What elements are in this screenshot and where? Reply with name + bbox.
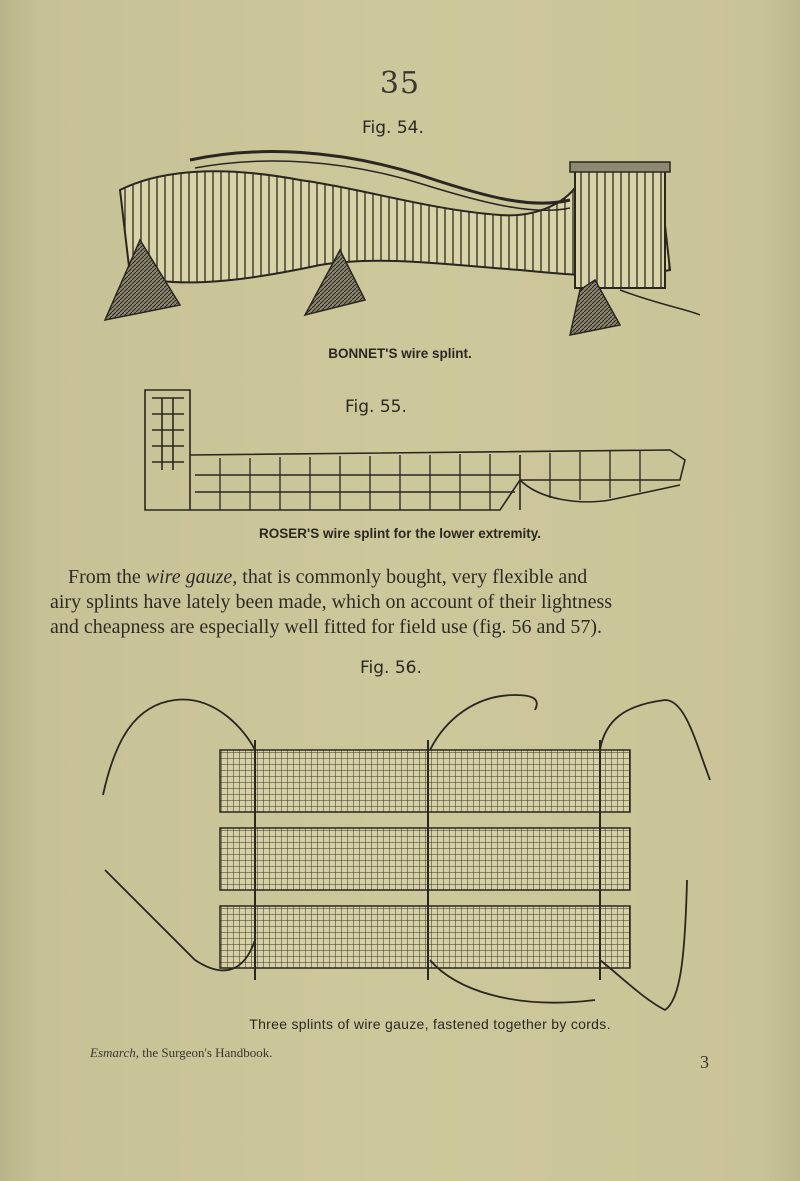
fig55-caption: ROSER'S wire splint for the lower extremity. <box>258 526 542 541</box>
paragraph-emphasis: wire gauze, <box>145 566 238 588</box>
page-number: 35 <box>379 66 421 101</box>
paragraph-line2: airy splints have lately been made, which on account of their lightness <box>50 591 613 613</box>
source-citation <box>90 1045 273 1061</box>
signature-mark: 3 <box>700 1052 709 1072</box>
fig55-roser-splint-illustration <box>140 380 700 530</box>
fig54-label: Fig. 54. <box>362 118 424 138</box>
fig56-caption: Three splints of wire gauze, fastened together by cords. <box>249 1016 611 1032</box>
fig54-caption: BONNET'S wire splint. <box>328 346 472 361</box>
source-title: the Surgeon's Handbook. <box>139 1045 273 1060</box>
fig56-label: Fig. 56. <box>360 658 422 678</box>
fig54-bonnet-splint-illustration <box>100 140 700 335</box>
fig55-label: Fig. 55. <box>345 397 407 417</box>
source-author: Esmarch, <box>90 1045 139 1060</box>
body-paragraph <box>50 565 750 640</box>
paragraph-line1-prefix: From the <box>68 566 146 588</box>
paragraph-line3: and cheapness are especially well fitted for field use (fig. 56 and 57). <box>50 616 603 638</box>
fig56-three-gauze-splints-illustration <box>95 680 715 1015</box>
paragraph-line1-suffix: that is commonly bought, very flexible and <box>237 566 588 588</box>
